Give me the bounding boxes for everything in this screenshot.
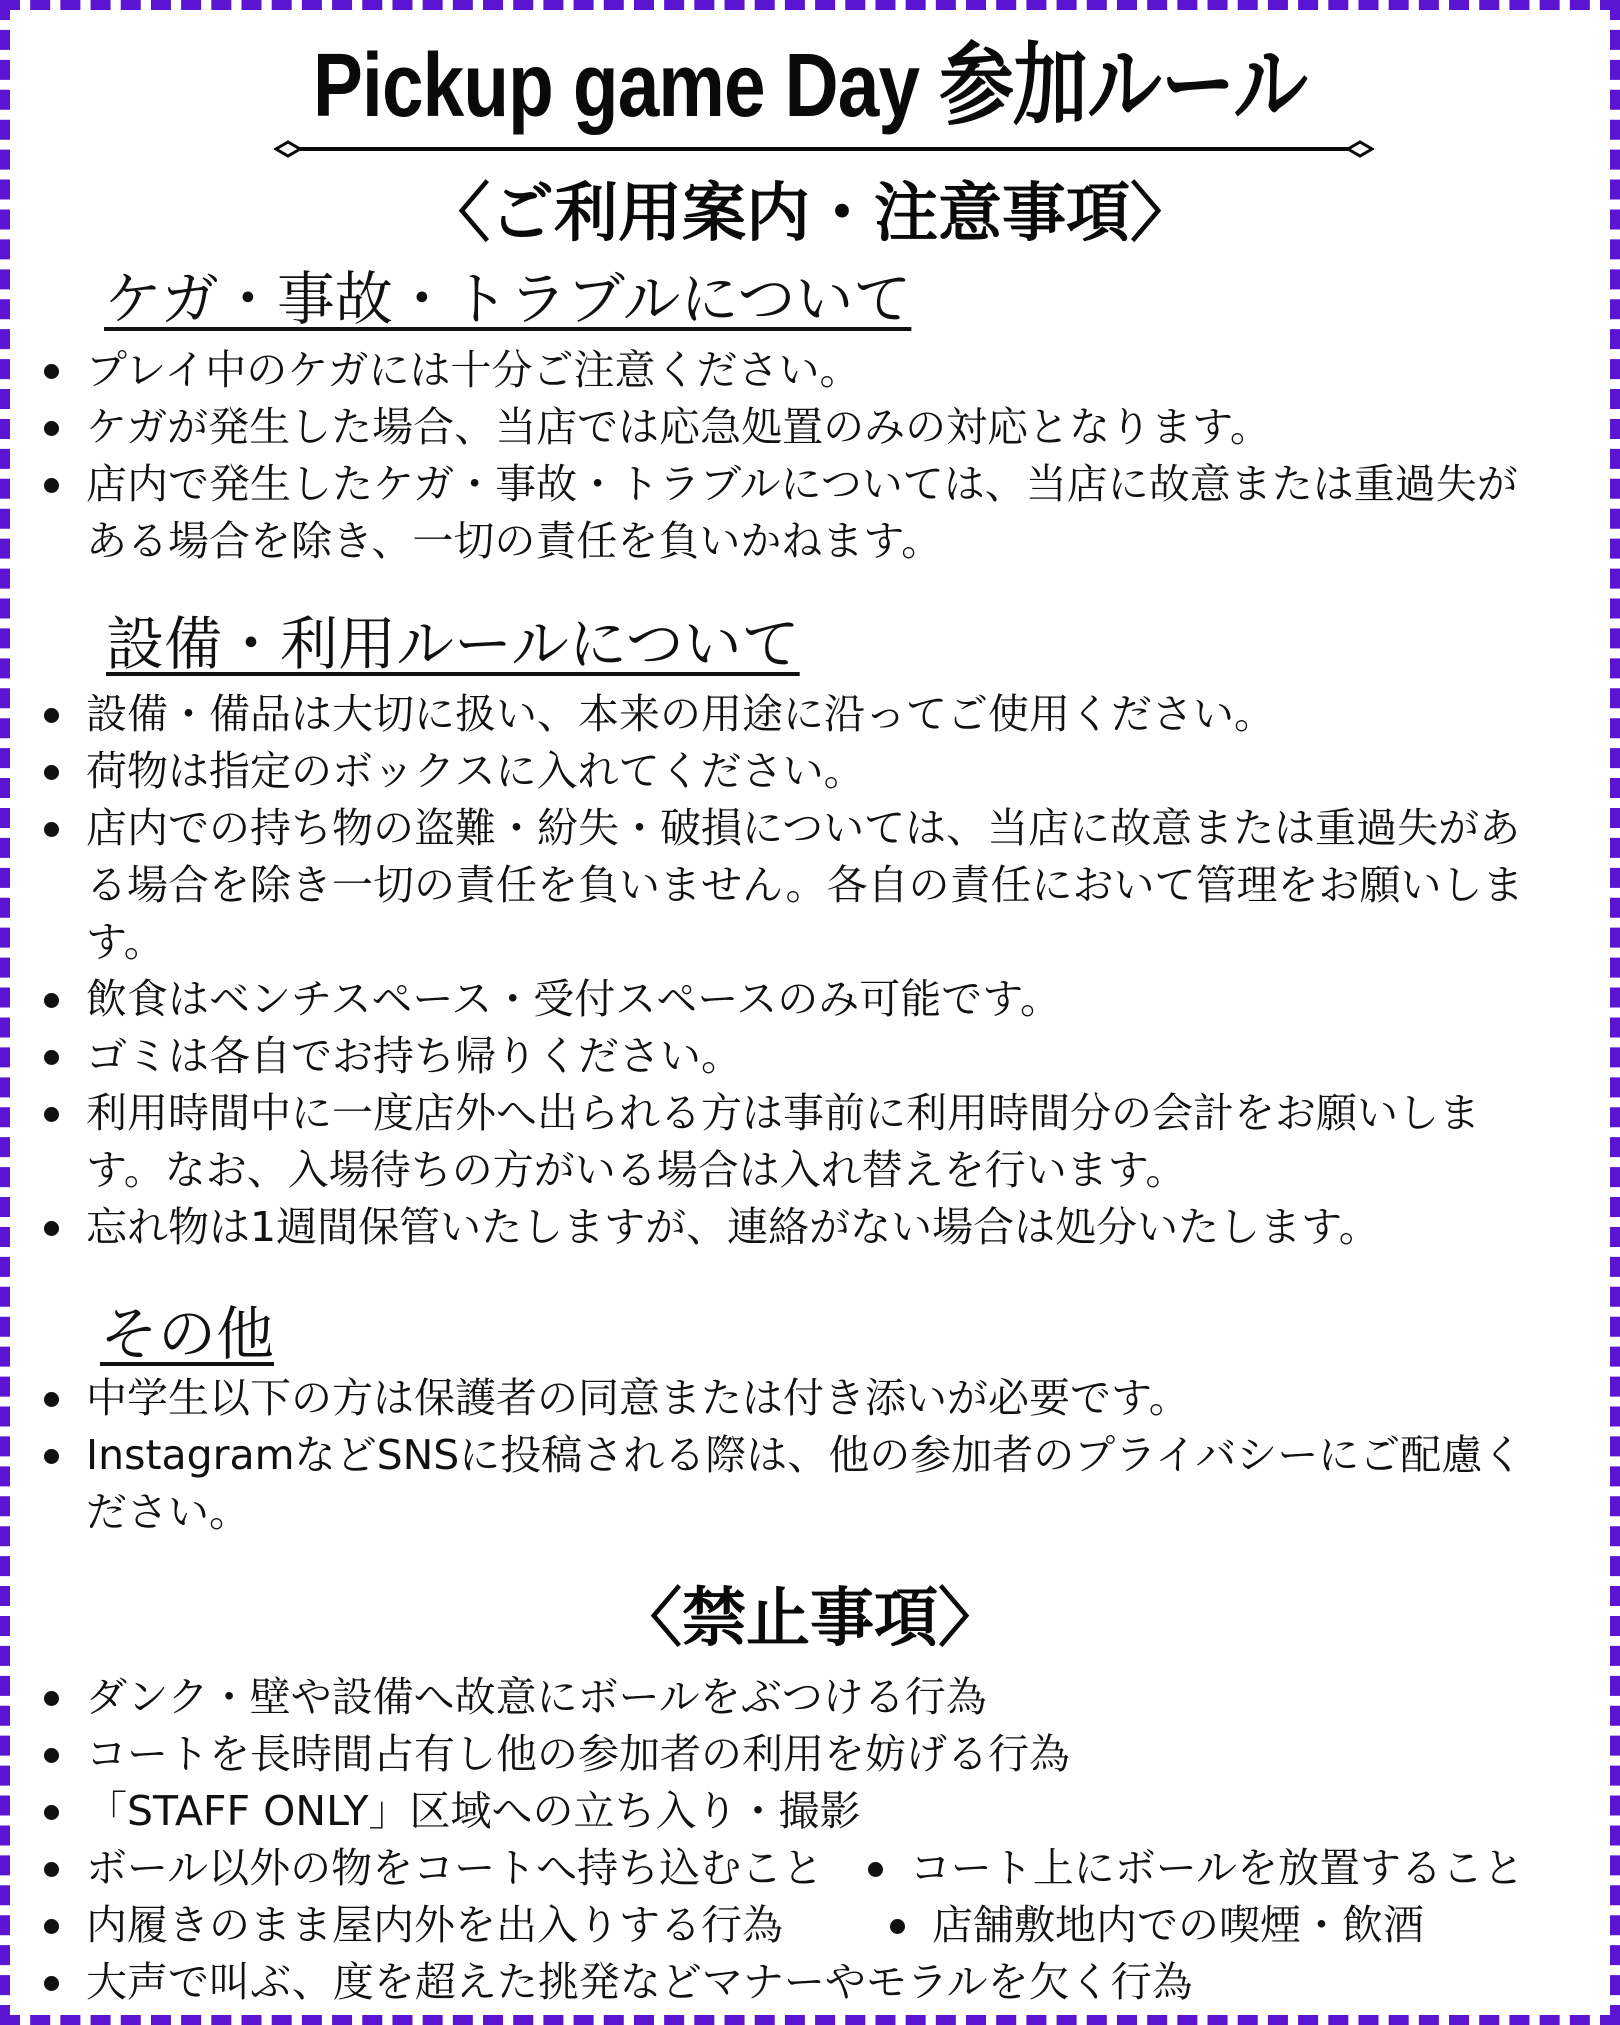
list-item: ケガが発生した場合、当店では応急処置のみの対応となります。 bbox=[24, 399, 1524, 456]
list-item: 「STAFF ONLY」区域への立ち入り・撮影 bbox=[24, 1783, 1524, 1840]
list-item: 飲食はベンチスペース・受付スペースのみ可能です。 bbox=[24, 971, 1524, 1028]
list-item: ゴミは各自でお持ち帰りください。 bbox=[24, 1028, 1524, 1085]
injury-section-heading: ケガ・事故・トラブルについて bbox=[104, 265, 912, 333]
list-item: 忘れ物は1週間保管いたしますが、連絡がない場合は処分いたします。 bbox=[24, 1199, 1524, 1256]
poster-title: Pickup game Day 参加ルール bbox=[313, 36, 1307, 136]
usage-heading: 〈ご利用案内・注意事項〉 bbox=[426, 177, 1194, 251]
list-item: 中学生以下の方は保護者の同意または付き添いが必要です。 bbox=[24, 1370, 1524, 1427]
list-item: ボール以外の物をコートへ持ち込むこと bbox=[24, 1840, 848, 1897]
list-item-pair bbox=[24, 1840, 1524, 1897]
list-item: 利用時間中に一度店外へ出られる方は事前に利用時間分の会計をお願いします。なお、入場待ちの方がいる場合は入れ替えを行います。 bbox=[24, 1085, 1524, 1199]
list-item: InstagramなどSNSに投稿される際は、他の参加者のプライバシーにご配慮ください。 bbox=[24, 1427, 1524, 1541]
title-underline-ornament bbox=[274, 134, 1374, 164]
list-item: コートを長時間占有し他の参加者の利用を妨げる行為 bbox=[24, 1726, 1524, 1783]
list-item: 店内での持ち物の盗難・紛失・破損については、当店に故意または重過失がある場合を除き一切の責任を負いません。各自の責任において管理をお願いします。 bbox=[24, 800, 1524, 971]
injury-list bbox=[24, 342, 1524, 570]
other-list bbox=[24, 1370, 1524, 1541]
poster-content bbox=[24, 24, 1596, 2006]
prohibited-heading: 〈禁止事項〉 bbox=[618, 1582, 1002, 1656]
list-item-pair bbox=[24, 1897, 1524, 1954]
list-item: コート上にボールを放置すること bbox=[848, 1840, 1524, 1897]
list-item: 店内で発生したケガ・事故・トラブルについては、当店に故意または重過失がある場合を除き、一切の責任を負いかねます。 bbox=[24, 456, 1524, 570]
list-item: 荷物は指定のボックスに入れてください。 bbox=[24, 743, 1524, 800]
list-item: 設備・備品は大切に扱い、本来の用途に沿ってご使用ください。 bbox=[24, 686, 1524, 743]
list-item: ダンク・壁や設備へ故意にボールをぶつける行為 bbox=[24, 1669, 1524, 1726]
list-item: 内履きのまま屋内外を出入りする行為 bbox=[24, 1897, 870, 1954]
facility-section-heading: 設備・利用ルールについて bbox=[106, 610, 800, 678]
prohibited-list bbox=[24, 1669, 1524, 2011]
list-item: 店舗敷地内での喫煙・飲酒 bbox=[870, 1897, 1424, 1954]
other-section-heading: その他 bbox=[100, 1300, 275, 1368]
list-item: プレイ中のケガには十分ご注意ください。 bbox=[24, 342, 1524, 399]
facility-list bbox=[24, 686, 1524, 1256]
list-item: 大声で叫ぶ、度を超えた挑発などマナーやモラルを欠く行為 bbox=[24, 1954, 1524, 2011]
